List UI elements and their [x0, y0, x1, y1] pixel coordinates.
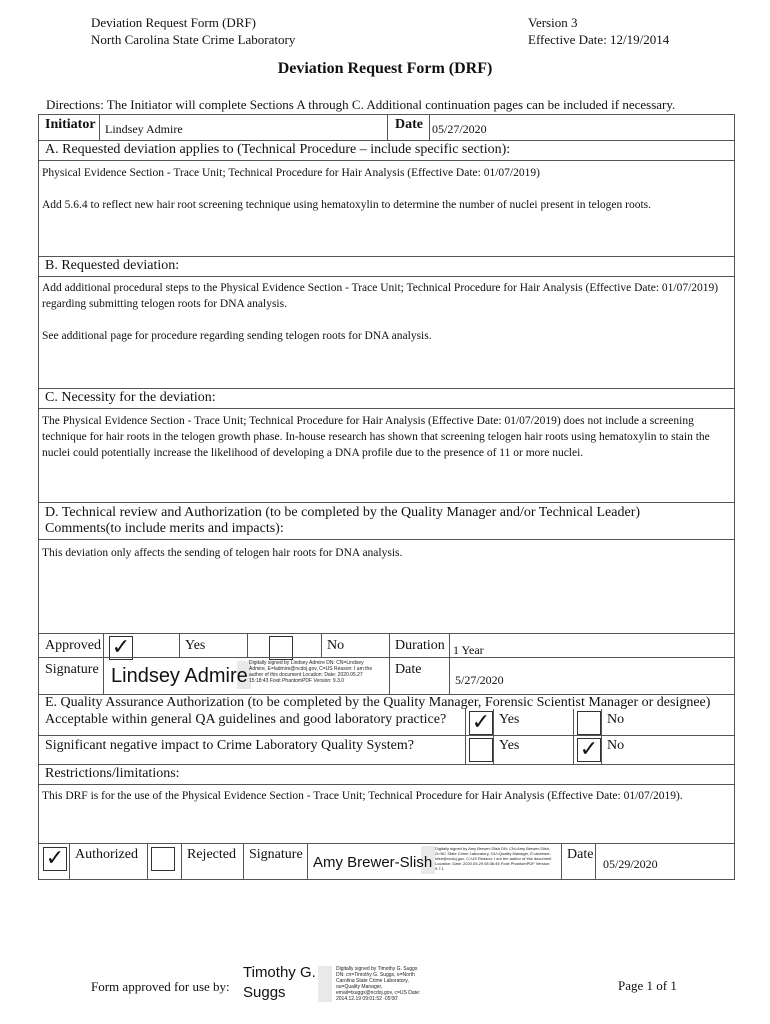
authorized-checkbox[interactable]: [43, 847, 67, 871]
lab-name: North Carolina State Crime Laboratory: [91, 32, 296, 47]
form-approved-text: Form approved for use by:: [91, 979, 230, 994]
footer-seal-mark: [318, 966, 332, 1002]
signature-date[interactable]: 5/27/2020: [455, 673, 504, 687]
section-d-heading-2: Comments(to include merits and impacts):: [45, 521, 284, 536]
section-c-para: The Physical Evidence Section - Trace Unit; Technical Procedure for Hair Analysis (Effective Date: 01/07/2019) does not include a screening technique for hair roots in the telogen growth phase. In-house research has shown that screening telogen hair roots using hematoxylin to stain the nuclei could potentially increase the likelihood of developing a DNA profile due to the presence of 11 or more nuclei.: [42, 415, 710, 459]
section-b-para2: See additional page for procedure regarding sending telogen roots for DNA analysis.: [42, 330, 432, 342]
initiator-name[interactable]: Lindsey Admire: [105, 122, 183, 136]
effective-date: Effective Date: 12/19/2014: [528, 32, 670, 47]
section-c-heading: C. Necessity for the deviation:: [45, 390, 216, 405]
restrictions-text: This DRF is for the use of the Physical Evidence Section - Trace Unit; Technical Procedure for Hair Analysis (Effective Date: 01/07/2019).: [42, 790, 683, 802]
check-mark-icon: ✓: [111, 635, 131, 660]
signature-date-label: Date: [395, 662, 422, 677]
section-b-para1: Add additional procedural steps to the Physical Evidence Section - Trace Unit; Technical Procedure for Hair Analysis (Effective Date: 01/07/2019) regarding submitting telogen roots for DNA analysis.: [42, 282, 719, 310]
qa-signature-meta: Digitally signed by Amy Brewer-Slish DN: CN=Amy Brewer-Slish, O=NC State Crime Laboratory, OU=Quality Manager, E=abrewer-slish@ncdoj.gov, C=US Reason: I am the author of this document Location: Date: 2020.05.29 08:36:45 Foxit PhantomPDF Version: 9.7.1: [435, 846, 552, 871]
footer-signer-line2: Suggs: [243, 984, 286, 1001]
initiator-label: Initiator: [45, 117, 96, 132]
q1-no-label: No: [607, 712, 625, 727]
q1-no-checkbox[interactable]: [577, 711, 601, 735]
q1-yes-label: Yes: [499, 712, 520, 727]
authorized-label: Authorized: [75, 847, 138, 862]
q1-yes-checkbox[interactable]: [469, 711, 493, 735]
signature-lindsey-admire[interactable]: Lindsey Admire: [111, 665, 248, 687]
q2-yes-checkbox[interactable]: [469, 738, 493, 762]
signature-label: Signature: [45, 662, 99, 677]
page-title: Deviation Request Form (DRF): [277, 60, 493, 77]
section-a-line2: Add 5.6.4 to reflect new hair root screening technique using hematoxylin to determine the number of nuclei present in telogen roots.: [42, 199, 652, 211]
duration-value[interactable]: 1 Year: [453, 643, 484, 657]
footer-signer-meta: Digitally signed by Timothy G. Suggs DN: cn=Timothy G. Suggs, o=North Carolina State Crime Laboratory, ou=Quality Manager, email=tsuggs@ncdoj.gov, c=US Date: 2014.12.19 09:01:52 -05'00': [336, 966, 421, 1002]
page-number: Page 1 of 1: [618, 978, 677, 993]
version: Version 3: [528, 15, 578, 30]
approved-no-label: No: [327, 638, 345, 653]
check-mark-icon: ✓: [45, 846, 65, 871]
section-d-heading-1: D. Technical review and Authorization (to be completed by the Quality Manager and/or Technical Leader): [45, 505, 641, 520]
section-b-heading: B. Requested deviation:: [45, 258, 180, 273]
initiator-date[interactable]: 05/27/2020: [432, 122, 487, 136]
q2-yes-label: Yes: [499, 738, 520, 753]
section-e-heading: E. Quality Assurance Authorization (to be completed by the Quality Manager, Forensic Scientist Manager or designee): [45, 695, 711, 710]
qa-question-2: Significant negative impact to Crime Laboratory Quality System?: [45, 738, 414, 753]
restrictions-label: Restrictions/limitations:: [45, 766, 180, 781]
section-a-line1: Physical Evidence Section - Trace Unit; Technical Procedure for Hair Analysis (Effective Date: 01/07/2019): [42, 167, 540, 179]
q2-no-checkbox[interactable]: [577, 738, 601, 762]
initiator-date-label: Date: [395, 117, 423, 132]
qa-question-1: Acceptable within general QA guidelines and good laboratory practice?: [45, 712, 447, 727]
rejected-label: Rejected: [187, 847, 236, 862]
signature-meta: Digitally signed by Lindsey Admire DN: CN=Lindsey Admire, E=ladmire@ncdoj.gov, C=US Reason: I am the author of this document Location: Date: 2020.05.27 15:18:43 Foxit PhantomPDF Version: 9.3.0: [249, 660, 373, 684]
header-right: [528, 14, 669, 48]
approved-label: Approved: [45, 638, 101, 653]
qa-date[interactable]: 05/29/2020: [603, 857, 658, 871]
signature-amy-brewer-slish[interactable]: Amy Brewer-Slish: [313, 854, 433, 871]
section-a-heading: A. Requested deviation applies to (Technical Procedure – include specific section):: [45, 142, 511, 157]
q2-no-label: No: [607, 738, 625, 753]
approved-yes-label: Yes: [185, 638, 206, 653]
header-left: [91, 14, 295, 48]
footer-signer-name: [243, 963, 316, 1003]
qa-date-label: Date: [567, 847, 594, 862]
form-name: Deviation Request Form (DRF): [91, 15, 257, 30]
section-d-comment: This deviation only affects the sending of telogen hair roots for DNA analysis.: [42, 547, 403, 559]
drf-form: [38, 114, 735, 880]
qa-signature-label: Signature: [249, 847, 303, 862]
check-mark-icon: ✓: [471, 710, 491, 735]
footer-signer-line1: Timothy G.: [243, 964, 316, 981]
rejected-checkbox[interactable]: [151, 847, 175, 871]
directions: Directions: The Initiator will complete Sections A through C. Additional continuation pages can be included if necessary.: [46, 97, 676, 112]
duration-label: Duration: [395, 638, 445, 653]
check-mark-icon: ✓: [579, 737, 599, 762]
